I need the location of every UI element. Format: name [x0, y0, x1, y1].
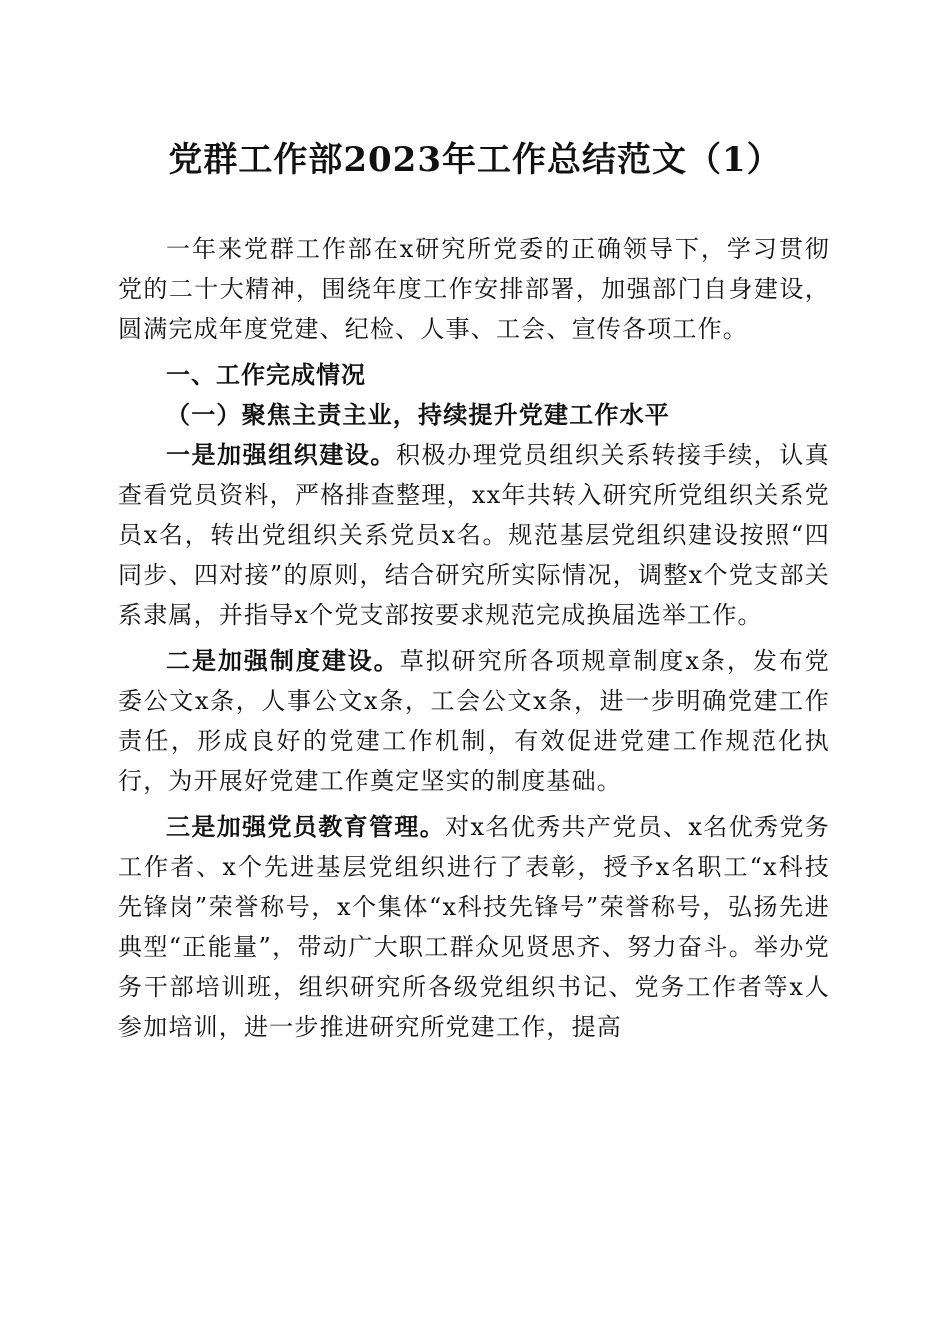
item-text: 草拟研究所各项规章制度x条，发布党委公文x条，人事公文x条，工会公文x条，进一步明确党建工作责任，形成良好的党建工作机制，有效促进党建工作规范化执行，为开展好党建工作奠定坚实的制度基础。: [118, 647, 830, 795]
document-title: 党群工作部2023年工作总结范文（1）: [168, 140, 782, 180]
item-paragraph-education: [118, 807, 830, 1047]
item-paragraph-system: [118, 641, 830, 801]
item-lead: 二是加强制度建设。: [166, 646, 400, 675]
item-lead: 三是加强党员教育管理。: [166, 812, 446, 841]
document-body: [118, 229, 830, 1047]
section-heading: 一、工作完成情况: [166, 361, 366, 389]
item-paragraph-organization: [118, 435, 830, 635]
item-text: 对x名优秀共产党员、x名优秀党务工作者、x个先进基层党组织进行了表彰，授予x名职工“x科技先锋岗”荣誉称号，x个集体“x科技先锋号”荣誉称号，弘扬先进典型“正能量”，带动广大职工群众见贤思齐、努力奋斗。举办党务干部培训班，组织研究所各级党组织书记、党务工作者等x人参加培训，进一步推进研究所党建工作，提高: [118, 813, 830, 1041]
item-lead: 一是加强组织建设。: [166, 440, 396, 469]
item-text: 积极办理党员组织关系转接手续，认真查看党员资料，严格排查整理，xx年共转入研究所党组织关系党员x名，转出党组织关系党员x名。规范基层党组织建设按照“四同步、四对接”的原则，结合研究所实际情况，调整x个党支部关系隶属，并指导x个党支部按要求规范完成换届选举工作。: [118, 441, 830, 629]
intro-paragraph: 一年来党群工作部在x研究所党委的正确领导下，学习贯彻党的二十大精神，围绕年度工作安排部署，加强部门自身建设，圆满完成年度党建、纪检、人事、工会、宣传各项工作。: [118, 235, 830, 343]
subsection-heading: （一）聚焦主责主业，持续提升党建工作水平: [166, 400, 670, 429]
